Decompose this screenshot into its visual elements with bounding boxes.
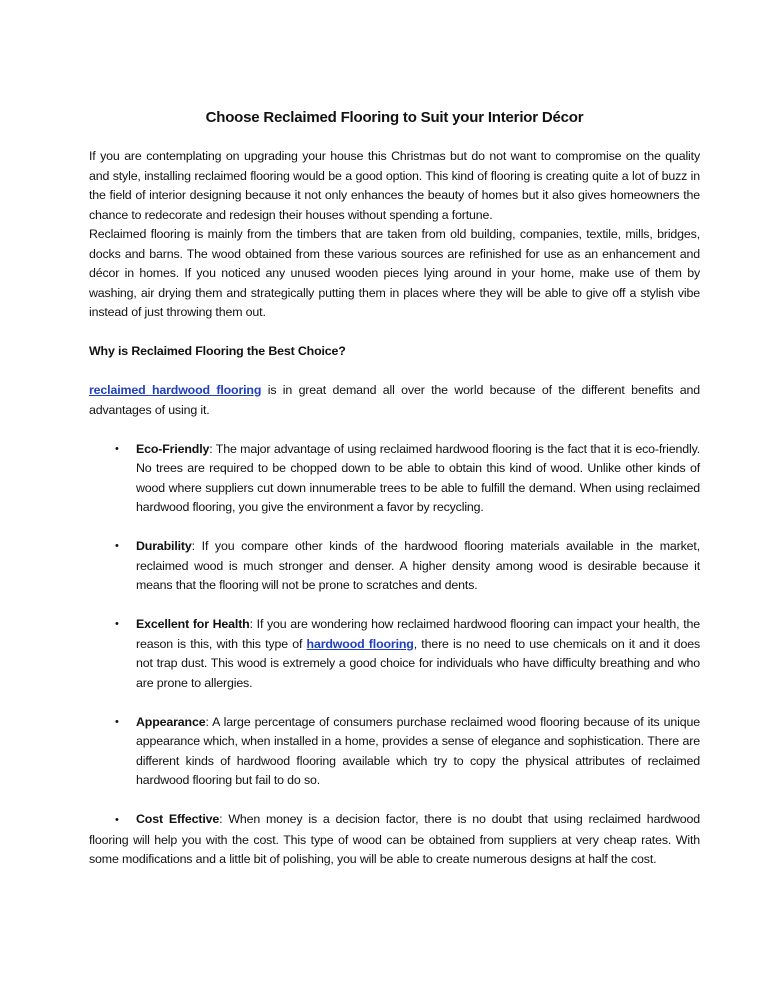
spacer: [89, 323, 700, 343]
benefit-text: : If you are wondering how reclaimed hardwood flooring can impact your health, the reason is this, with this type of: [136, 617, 700, 651]
section-intro-text: is in great demand all over the world because of the different benefits and advantages of using it.: [89, 383, 700, 417]
document-title: Choose Reclaimed Flooring to Suit your Interior Décor: [205, 109, 584, 126]
benefit-text: : The major advantage of using reclaimed hardwood flooring is the fact that it is eco-friendly. No trees are required to be chopped down to be able to obtain this kind of wood. Unlike other kinds of wood where suppliers cut down innumerable trees to be able to fulfill the demand. When using reclaimed hardwood flooring, you give the environment a favor by recycling.: [136, 441, 700, 514]
document-page: [89, 108, 700, 870]
benefit-item-eco-friendly: [89, 440, 700, 518]
section-heading: Why is Reclaimed Flooring the Best Choice?: [89, 344, 346, 358]
benefit-text: : When money is a decision factor, there is no doubt that using reclaimed hardwood flooring will help you with the cost. This type of wood can be obtained from suppliers at very cheap rates. With some modifications and a little bit of polishing, you will be able to create numerous designs at half the cost.: [89, 812, 700, 866]
benefit-term: Eco-Friendly: [136, 441, 210, 456]
bullet-icon: •: [115, 618, 119, 630]
hardwood-flooring-link[interactable]: hardwood flooring: [306, 636, 414, 651]
intro-paragraph-1: If you are contemplating on upgrading your house this Christmas but do not want to compromise on the quality and style, installing reclaimed flooring would be a good option. This kind of flooring is creating quite a lot of buzz in the field of interior designing because it not only enhances the beauty of homes but it also gives homeowners the chance to redecorate and redesign their houses without spending a fortune.: [89, 149, 700, 222]
benefit-text: : If you compare other kinds of the hardwood flooring materials available in the market, reclaimed wood is much stronger and denser. A higher density among wood is desirable because it means that the flooring will not be prone to scratches and dents.: [136, 539, 700, 592]
bullet-icon: •: [115, 540, 119, 552]
bullet-lead: [89, 812, 115, 826]
bullet-icon: •: [115, 442, 119, 455]
intro-paragraph-2: Reclaimed flooring is mainly from the timbers that are taken from old building, companies, textile, mills, bridges, docks and barns. The wood obtained from these various sources are refinished for use as an enhancement and décor in homes. If you noticed any unused wooden pieces lying around in your home, make use of them by washing, air drying them and strategically putting them in places where they will be able to give off a stylish vibe instead of just throwing them out.: [89, 227, 700, 319]
benefit-term: Excellent for Health: [136, 617, 250, 631]
bullet-icon: •: [115, 814, 119, 826]
benefit-text: : A large percentage of consumers purchase reclaimed wood flooring because of its unique appearance which, when installed in a home, provides a sense of elegance and sophistication. There are different kinds of hardwood flooring available which try to copy the physical attributes of reclaimed hardwood flooring but fail to do so.: [136, 714, 700, 787]
section-intro: [89, 381, 700, 420]
spacer: [89, 420, 700, 440]
benefit-text: , there is no need to use chemicals on it and it does not trap dust. This wood is extremely a good choice for individuals who have difficulty breathing and who are prone to allergies.: [136, 636, 700, 690]
benefit-item-cost-effective: [89, 810, 700, 870]
benefit-term: Appearance: [136, 714, 206, 729]
benefit-item-appearance: [89, 713, 700, 791]
benefit-item-durability: [89, 537, 700, 596]
spacer: [89, 362, 700, 382]
benefit-item-health: [89, 615, 700, 693]
benefit-term: Cost Effective: [136, 812, 220, 826]
benefits-list: [89, 440, 700, 791]
bullet-icon: •: [115, 715, 119, 728]
reclaimed-hardwood-flooring-link[interactable]: reclaimed hardwood flooring: [89, 383, 262, 397]
benefit-term: Durability: [136, 539, 192, 553]
